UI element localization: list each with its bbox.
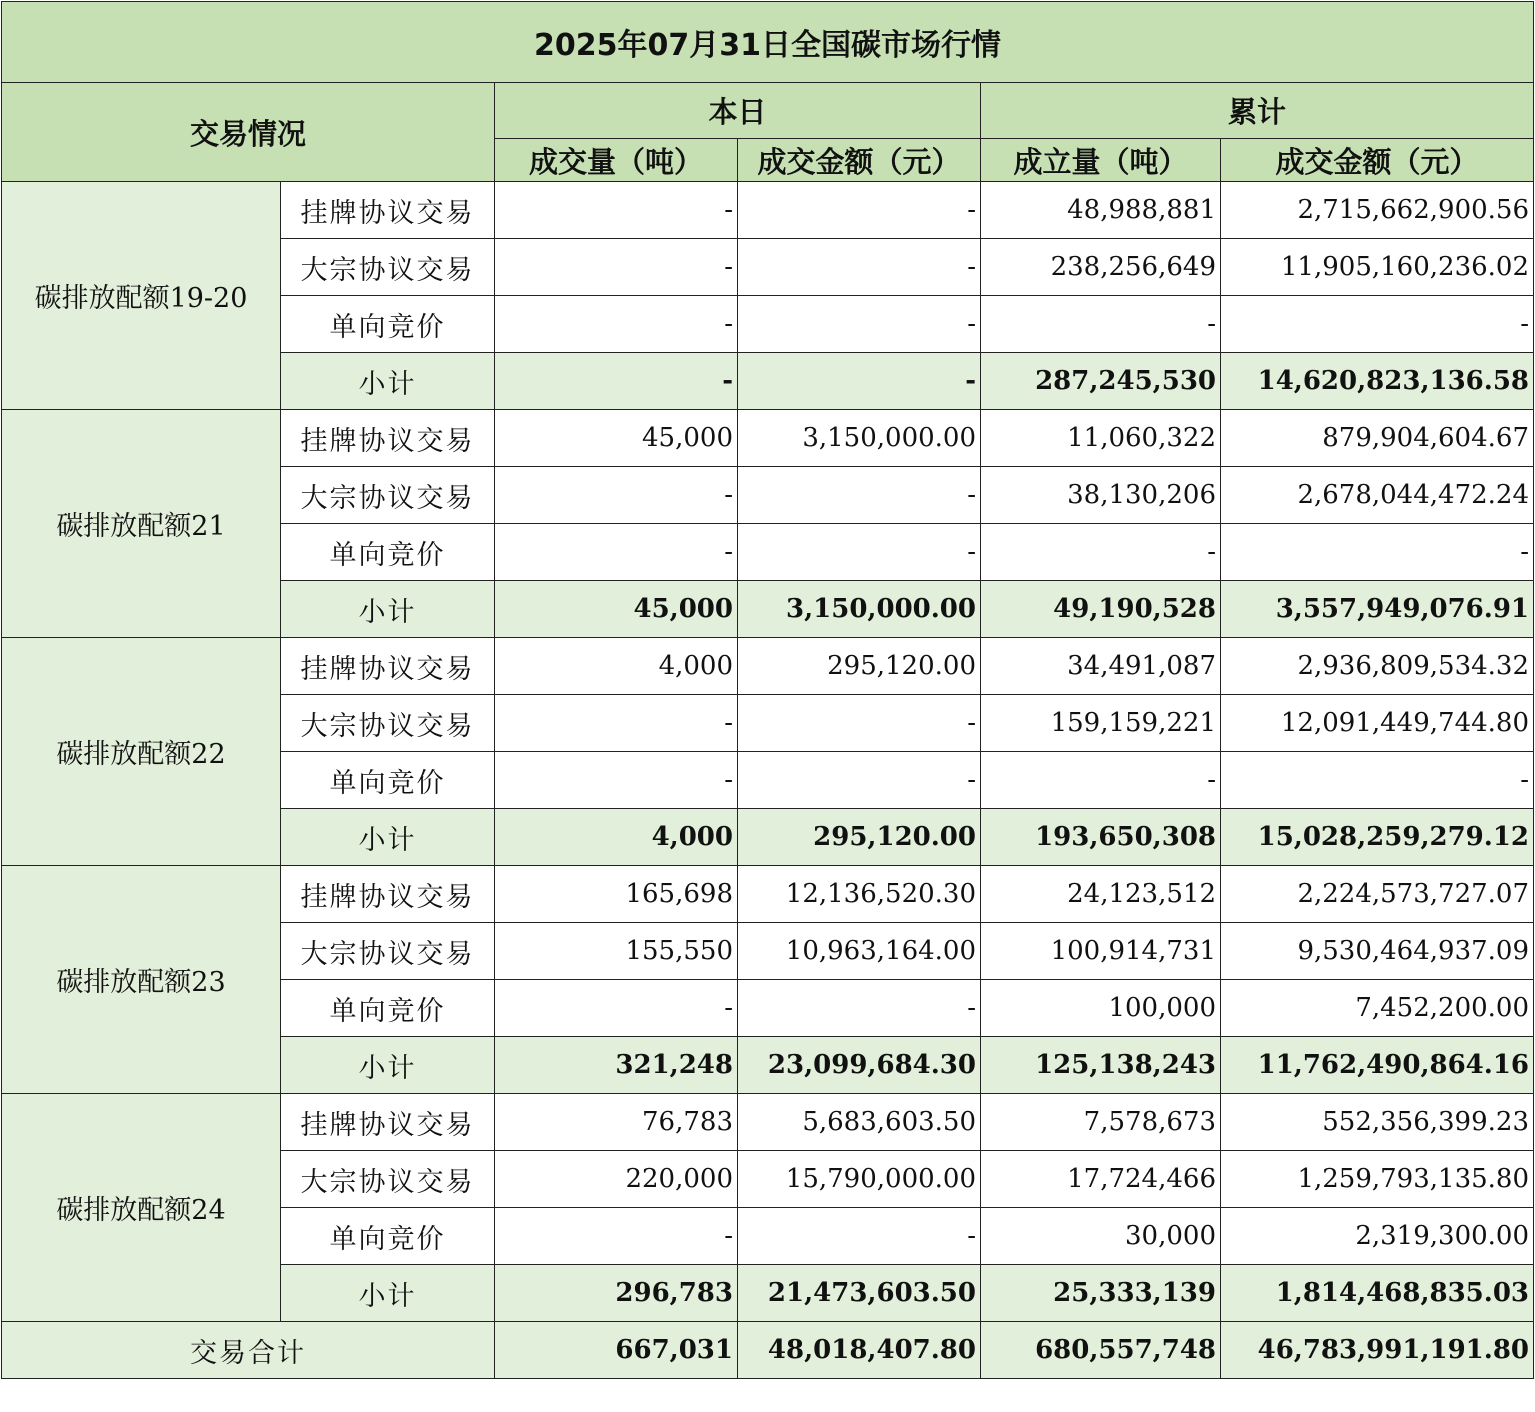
table-title: 2025年07月31日全国碳市场行情	[2, 2, 1534, 83]
today-volume-cell: 4,000	[495, 638, 738, 695]
cum-volume-cell: 24,123,512	[981, 866, 1221, 923]
trade-type: 单向竞价	[281, 752, 495, 809]
cum-amount-cell: 2,319,300.00	[1221, 1208, 1534, 1265]
cum-amount-cell: 14,620,823,136.58	[1221, 353, 1534, 410]
cum-amount-cell: 879,904,604.67	[1221, 410, 1534, 467]
trade-type: 大宗协议交易	[281, 695, 495, 752]
cum-amount-cell: 3,557,949,076.91	[1221, 581, 1534, 638]
cum-amount-cell: 11,905,160,236.02	[1221, 239, 1534, 296]
trade-type: 大宗协议交易	[281, 923, 495, 980]
subtotal-label: 小计	[281, 1037, 495, 1094]
trade-type: 挂牌协议交易	[281, 1094, 495, 1151]
table-row	[2, 410, 1534, 467]
group-name: 碳排放配额19-20	[2, 182, 281, 410]
trade-type: 挂牌协议交易	[281, 182, 495, 239]
cum-volume-cell: 38,130,206	[981, 467, 1221, 524]
today-amount-cell: 23,099,684.30	[738, 1037, 981, 1094]
today-amount-cell: -	[738, 980, 981, 1037]
today-volume-cell: -	[495, 239, 738, 296]
today-amount-cell: -	[738, 467, 981, 524]
today-volume-cell: -	[495, 296, 738, 353]
today-amount-cell: -	[738, 296, 981, 353]
today-volume-cell: 165,698	[495, 866, 738, 923]
group-name: 碳排放配额22	[2, 638, 281, 866]
today-amount-cell: -	[738, 524, 981, 581]
today-volume-cell: -	[495, 752, 738, 809]
cum-amount-cell: 552,356,399.23	[1221, 1094, 1534, 1151]
today-amount-cell: 295,120.00	[738, 809, 981, 866]
cum-volume-cell: 125,138,243	[981, 1037, 1221, 1094]
trade-type: 大宗协议交易	[281, 239, 495, 296]
today-volume-cell: 45,000	[495, 410, 738, 467]
today-volume-cell: 296,783	[495, 1265, 738, 1322]
cum-volume-cell: 49,190,528	[981, 581, 1221, 638]
total-today-amount-cell: 48,018,407.80	[738, 1322, 981, 1379]
today-volume-cell: 155,550	[495, 923, 738, 980]
cum-amount-cell: 2,224,573,727.07	[1221, 866, 1534, 923]
today-amount-cell: -	[738, 1208, 981, 1265]
total-cum-amount-cell: 46,783,991,191.80	[1221, 1322, 1534, 1379]
subtotal-label: 小计	[281, 809, 495, 866]
cum-volume-cell: 25,333,139	[981, 1265, 1221, 1322]
cum-volume-cell: 100,914,731	[981, 923, 1221, 980]
today-amount-cell: 21,473,603.50	[738, 1265, 981, 1322]
cum-amount-cell: 12,091,449,744.80	[1221, 695, 1534, 752]
subtotal-label: 小计	[281, 1265, 495, 1322]
cum-volume-cell: 100,000	[981, 980, 1221, 1037]
cum-volume-cell: 287,245,530	[981, 353, 1221, 410]
cum-amount-cell: 11,762,490,864.16	[1221, 1037, 1534, 1094]
header-cumulative: 累计	[981, 83, 1534, 139]
header-cum-amount: 成交金额（元）	[1221, 139, 1534, 182]
cum-volume-cell: 7,578,673	[981, 1094, 1221, 1151]
cum-amount-cell: 2,715,662,900.56	[1221, 182, 1534, 239]
today-amount-cell: 3,150,000.00	[738, 581, 981, 638]
group-name: 碳排放配额24	[2, 1094, 281, 1322]
today-amount-cell: 12,136,520.30	[738, 866, 981, 923]
cum-volume-cell: -	[981, 296, 1221, 353]
total-today-volume-cell: 667,031	[495, 1322, 738, 1379]
cum-volume-cell: 193,650,308	[981, 809, 1221, 866]
cum-amount-cell: 1,814,468,835.03	[1221, 1265, 1534, 1322]
trade-type: 大宗协议交易	[281, 1151, 495, 1208]
subtotal-label: 小计	[281, 353, 495, 410]
today-amount-cell: 10,963,164.00	[738, 923, 981, 980]
today-volume-cell: -	[495, 467, 738, 524]
cum-amount-cell: -	[1221, 752, 1534, 809]
today-amount-cell: 3,150,000.00	[738, 410, 981, 467]
cum-amount-cell: 2,678,044,472.24	[1221, 467, 1534, 524]
trade-type: 单向竞价	[281, 980, 495, 1037]
cum-volume-cell: 11,060,322	[981, 410, 1221, 467]
table-row	[2, 638, 1534, 695]
today-volume-cell: 321,248	[495, 1037, 738, 1094]
today-volume-cell: 4,000	[495, 809, 738, 866]
group-name: 碳排放配额23	[2, 866, 281, 1094]
carbon-market-table	[1, 1, 1534, 1379]
header-today-amount: 成交金额（元）	[738, 139, 981, 182]
header-trade-situation: 交易情况	[2, 83, 495, 182]
cum-amount-cell: -	[1221, 524, 1534, 581]
table-row	[2, 182, 1534, 239]
today-volume-cell: -	[495, 182, 738, 239]
cum-volume-cell: 30,000	[981, 1208, 1221, 1265]
today-volume-cell: 220,000	[495, 1151, 738, 1208]
table-row	[2, 866, 1534, 923]
header-cum-volume: 成立量（吨）	[981, 139, 1221, 182]
today-amount-cell: 15,790,000.00	[738, 1151, 981, 1208]
cum-amount-cell: 15,028,259,279.12	[1221, 809, 1534, 866]
trade-type: 单向竞价	[281, 524, 495, 581]
cum-amount-cell: 1,259,793,135.80	[1221, 1151, 1534, 1208]
table-row	[2, 1094, 1534, 1151]
cum-volume-cell: 238,256,649	[981, 239, 1221, 296]
subtotal-label: 小计	[281, 581, 495, 638]
today-volume-cell: -	[495, 353, 738, 410]
today-amount-cell: 5,683,603.50	[738, 1094, 981, 1151]
cum-amount-cell: 7,452,200.00	[1221, 980, 1534, 1037]
trade-type: 单向竞价	[281, 296, 495, 353]
cum-volume-cell: 48,988,881	[981, 182, 1221, 239]
today-volume-cell: -	[495, 980, 738, 1037]
today-volume-cell: -	[495, 695, 738, 752]
today-volume-cell: -	[495, 1208, 738, 1265]
trade-type: 大宗协议交易	[281, 467, 495, 524]
cum-volume-cell: -	[981, 524, 1221, 581]
header-today: 本日	[495, 83, 981, 139]
group-name: 碳排放配额21	[2, 410, 281, 638]
cum-amount-cell: 9,530,464,937.09	[1221, 923, 1534, 980]
header-today-volume: 成交量（吨）	[495, 139, 738, 182]
today-amount-cell: -	[738, 182, 981, 239]
trade-type: 挂牌协议交易	[281, 410, 495, 467]
total-label: 交易合计	[2, 1322, 495, 1379]
trade-type: 挂牌协议交易	[281, 866, 495, 923]
cum-volume-cell: -	[981, 752, 1221, 809]
total-cum-volume-cell: 680,557,748	[981, 1322, 1221, 1379]
cum-amount-cell: 2,936,809,534.32	[1221, 638, 1534, 695]
today-amount-cell: -	[738, 353, 981, 410]
today-amount-cell: -	[738, 752, 981, 809]
cum-volume-cell: 34,491,087	[981, 638, 1221, 695]
today-volume-cell: 45,000	[495, 581, 738, 638]
cum-amount-cell: -	[1221, 296, 1534, 353]
cum-volume-cell: 17,724,466	[981, 1151, 1221, 1208]
total-row	[2, 1322, 1534, 1379]
trade-type: 单向竞价	[281, 1208, 495, 1265]
today-amount-cell: -	[738, 695, 981, 752]
today-volume-cell: -	[495, 524, 738, 581]
today-amount-cell: -	[738, 239, 981, 296]
cum-volume-cell: 159,159,221	[981, 695, 1221, 752]
today-volume-cell: 76,783	[495, 1094, 738, 1151]
trade-type: 挂牌协议交易	[281, 638, 495, 695]
today-amount-cell: 295,120.00	[738, 638, 981, 695]
